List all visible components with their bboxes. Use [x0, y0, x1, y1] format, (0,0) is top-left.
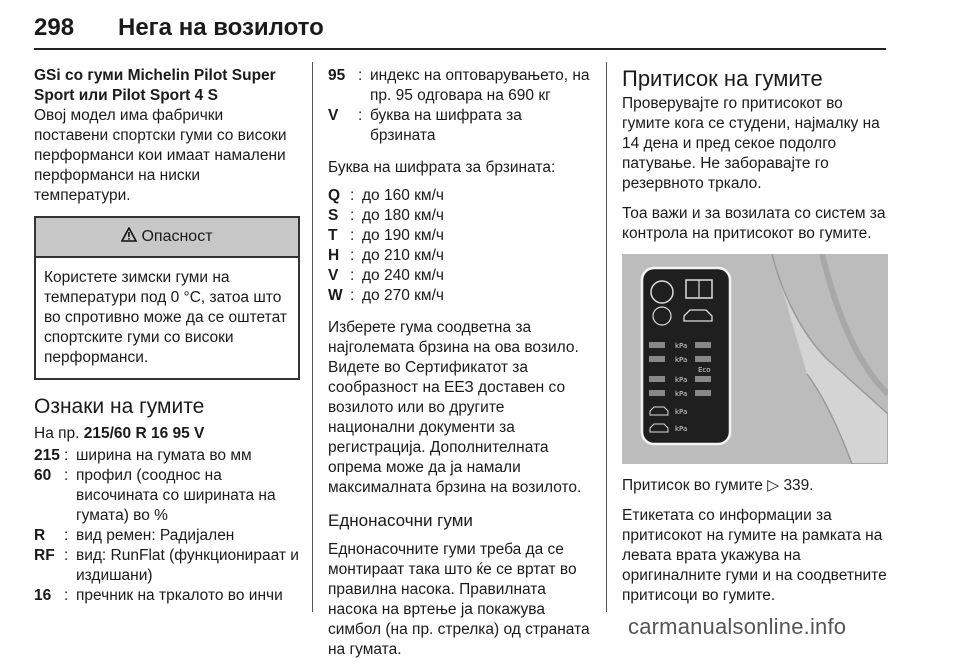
- def-value: буква на шифрата за брзината: [370, 107, 522, 144]
- kpa-label: kPa: [675, 390, 688, 398]
- directional-tires-paragraph: Еднонасочните гуми треба да се монтираат така што ќе се вртат во правилна насока. Правилната насока на вртење ја покажува симбол (на пр. стрелка) од страната на гумата.: [328, 541, 590, 658]
- eco-label: Eco: [698, 366, 711, 374]
- speed-item: S : до 180 км/ч: [328, 206, 590, 226]
- def-value: вид ремен: Радијален: [76, 527, 235, 544]
- speed-key: S: [328, 207, 339, 224]
- def-item: RF : вид: RunFlat (функционираат и издишани): [34, 547, 299, 584]
- max-speed-paragraph: Изберете гума соодветна за најголемата брзина на ова возило. Видете во Сертификатот за сообразност на ЕЕЗ доставен со возилото или во другите национални документи за регистрација. Дополнителната опрема може да ја намали максималната брзина на возилото.: [328, 319, 582, 496]
- door-label-paragraph: Етикетата со информации за притисокот на гумите на рамката на левата врата укажува на оригиналните гуми и на соодветните притисоци во гумите.: [622, 507, 887, 604]
- def-key: 16: [34, 587, 52, 604]
- def-item: 60 : профил (сооднос на височината со ширината на гумата) во %: [34, 466, 300, 526]
- kpa-label: kPa: [675, 356, 688, 364]
- tire-label-illustration: [622, 254, 888, 464]
- def-value: вид: RunFlat (функционираат и издишани): [76, 547, 299, 584]
- column-right: [622, 66, 888, 616]
- gsi-intro: Овој модел има фабрички поставени спортски гуми со високи перформанси кои имаат намалени перформанси на ниски температури.: [34, 107, 287, 204]
- page-ref-arrow-icon: ▷: [767, 477, 780, 494]
- example-code: 215/60 R 16 95 V: [83, 425, 205, 442]
- def-item: 215 : ширина на гумата во мм: [34, 446, 300, 466]
- warning-icon: [121, 227, 137, 247]
- def-value: ширина на гумата во мм: [76, 447, 252, 464]
- column-divider: [312, 62, 313, 612]
- tire-pressure-reference: [622, 476, 888, 496]
- def-value: пречник на тркалото во инчи: [76, 587, 283, 604]
- def-key: 215: [34, 447, 60, 464]
- column-divider: [606, 62, 607, 612]
- speed-value: до 160 км/ч: [362, 187, 444, 204]
- speed-key: H: [328, 247, 340, 264]
- kpa-label: kPa: [675, 425, 688, 433]
- gsi-heading: GSi со гуми Michelin Pilot Super Sport или Pilot Sport 4 S: [34, 67, 276, 104]
- tire-pressure-title: Притисок на гумите: [622, 66, 823, 91]
- tire-pressure-paragraph: Проверувајте го притисокот во гумите кога се студени, најмалку на 14 дена и пред секое подолго патување. Не заборавајте го резервното тркало.: [622, 95, 880, 192]
- speed-value: до 240 км/ч: [362, 267, 444, 284]
- speed-value: до 190 км/ч: [362, 227, 444, 244]
- column-middle: [328, 66, 590, 670]
- page-header: [34, 8, 886, 50]
- speed-key: Q: [328, 187, 341, 204]
- speed-item: W : до 270 км/ч: [328, 286, 590, 306]
- def-key: 60: [34, 467, 52, 484]
- watermark: carmanualsonline.info: [628, 614, 847, 639]
- page-number: 298: [34, 14, 75, 41]
- door-frame-drawing: [622, 254, 888, 464]
- speed-intro: Буква на шифрата за брзината:: [328, 159, 556, 176]
- example-prefix: На пр.: [34, 425, 84, 442]
- def-value: индекс на оптоварувањето, на пр. 95 одговара на 690 кг: [370, 67, 590, 104]
- warning-title: Опасност: [141, 228, 213, 245]
- def-key: RF: [34, 547, 55, 564]
- speed-key: W: [328, 287, 343, 304]
- def-item: R : вид ремен: Радијален: [34, 526, 300, 546]
- warning-box: [34, 216, 300, 380]
- page-title: Нега на возилото: [118, 14, 324, 41]
- def-value: профил (сооднос на височината со ширината на гумата) во %: [76, 467, 276, 524]
- kpa-label: kPa: [675, 376, 688, 384]
- def-item: V : буква на шифрата за брзината: [328, 106, 590, 146]
- directional-tires-title: Еднонасочни гуми: [328, 511, 473, 530]
- warning-header: [36, 218, 298, 258]
- kpa-label: kPa: [675, 408, 688, 416]
- speed-item: T : до 190 км/ч: [328, 226, 590, 246]
- def-item: 95 : индекс на оптоварувањето, на пр. 95 одговара на 690 кг: [328, 67, 590, 104]
- def-key: 95: [328, 67, 346, 84]
- speed-item: Q : до 160 км/ч: [328, 186, 590, 206]
- tire-defs: [34, 446, 300, 606]
- speed-item: V : до 240 км/ч: [328, 266, 590, 286]
- speed-value: до 270 км/ч: [362, 287, 444, 304]
- reference-page[interactable]: 339.: [783, 477, 814, 494]
- reference-text: Притисок во гумите: [622, 477, 768, 494]
- speed-value: до 210 км/ч: [362, 247, 444, 264]
- tire-markings-title: Ознаки на гумите: [34, 395, 205, 418]
- kpa-label: kPa: [675, 342, 688, 350]
- def-item: 16 : пречник на тркалото во инчи: [34, 586, 300, 606]
- def-key: R: [34, 527, 46, 544]
- speed-key: T: [328, 227, 338, 244]
- speed-item: H : до 210 км/ч: [328, 246, 590, 266]
- warning-text: Користете зимски гуми на температури под 0 °C, затоа што во спротивно може да се оштетат спортските гуми со високи перформанси.: [44, 269, 287, 366]
- speed-key: V: [328, 267, 339, 284]
- tpms-paragraph: Тоа важи и за возилата со систем за контрола на притисокот во гумите.: [622, 205, 886, 242]
- speed-value: до 180 км/ч: [362, 207, 444, 224]
- speed-list: [328, 186, 590, 306]
- tire-example: [34, 424, 300, 444]
- def-key: V: [328, 107, 339, 124]
- column-left: [34, 66, 300, 606]
